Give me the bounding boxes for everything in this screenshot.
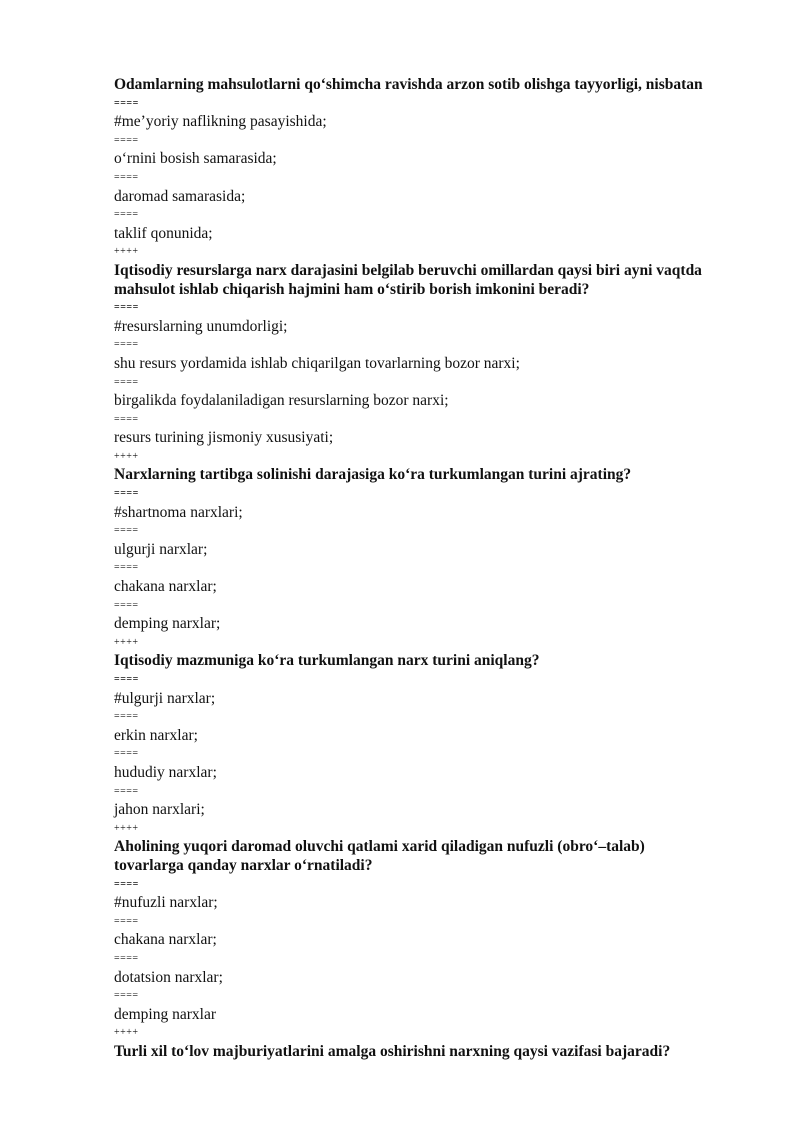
answer-option: jahon narxlari; — [114, 801, 205, 819]
correct-answer-option: #ulgurji narxlar; — [114, 689, 216, 707]
answer-option: chakana narxlar; — [114, 578, 217, 596]
correct-answer-option: #nufuzli narxlar; — [114, 894, 218, 912]
answer-option: demping narxlar; — [114, 615, 221, 633]
answer-option: resurs turining jismoniy xususiyati; — [114, 429, 334, 447]
option-separator: ==== — [114, 171, 139, 183]
question-text: Aholining yuqori daromad oluvchi qatlami xarid qiladigan nufuzli (obro‘–talab) tovarlarga qanday narxlar o‘rnatiladi? — [114, 838, 645, 874]
option-separator: ==== — [114, 134, 139, 146]
option-separator: ==== — [114, 599, 139, 611]
answer-option: o‘rnini bosish samarasida; — [114, 150, 277, 168]
option-separator: ==== — [114, 209, 139, 221]
document-content — [114, 76, 754, 1061]
answer-option: daromad samarasida; — [114, 187, 246, 205]
option-separator: ==== — [114, 376, 139, 388]
question-end-marker: ++++ — [114, 450, 139, 462]
option-separator: ==== — [114, 711, 139, 723]
question-separator: ==== — [114, 302, 139, 314]
option-separator: ==== — [114, 525, 139, 537]
option-separator: ==== — [114, 413, 139, 425]
question-text: Iqtisodiy resurslarga narx darajasini belgilab beruvchi omillardan qaysi biri ayni vaqtda mahsulot ishlab chiqarish hajmini ham o‘stirib borish imkonini beradi? — [114, 261, 702, 298]
question-text: Iqtisodiy mazmuniga ko‘ra turkumlangan narx turini aniqlang? — [114, 652, 540, 670]
question-end-marker: ++++ — [114, 246, 139, 258]
correct-answer-option: #resurslarning unumdorligi; — [114, 317, 288, 335]
answer-option: chakana narxlar; — [114, 931, 217, 949]
answer-option: hududiy narxlar; — [114, 763, 217, 781]
question-separator: ==== — [114, 674, 139, 685]
question-text: Turli xil to‘lov majburiyatlarini amalga oshirishni narxning qaysi vazifasi bajaradi? — [114, 1042, 671, 1060]
question-text: Narxlarning tartibga solinishi darajasiga ko‘ra turkumlangan turini ajrating? — [114, 466, 632, 484]
answer-option: dotatsion narxlar; — [114, 968, 223, 986]
answer-option: shu resurs yordamida ishlab chiqarilgan tovarlarning bozor narxi; — [114, 354, 520, 372]
option-separator: ==== — [114, 915, 139, 927]
answer-option: ulgurji narxlar; — [114, 540, 208, 558]
question-separator: ==== — [114, 878, 139, 890]
answer-option: erkin narxlar; — [114, 726, 198, 744]
question-end-marker: ++++ — [114, 1027, 139, 1039]
question-text: Odamlarning mahsulotlarni qo‘shimcha ravishda arzon sotib olishga tayyorligi, nisbatan — [114, 76, 703, 93]
question-end-marker: ++++ — [114, 822, 139, 834]
option-separator: ==== — [114, 339, 139, 351]
option-separator: ==== — [114, 562, 139, 574]
answer-option: taklif qonunida; — [114, 224, 213, 242]
question-separator: ==== — [114, 97, 139, 109]
correct-answer-option: #shartnoma narxlari; — [114, 503, 243, 521]
option-separator: ==== — [114, 952, 139, 964]
option-separator: ==== — [114, 990, 139, 1002]
question-separator: ==== — [114, 488, 139, 500]
option-separator: ==== — [114, 748, 139, 760]
answer-option: demping narxlar — [114, 1005, 217, 1023]
correct-answer-option: #me’yoriy naflikning pasayishida; — [114, 113, 327, 131]
answer-option: birgalikda foydalaniladigan resurslarning bozor narxi; — [114, 392, 449, 410]
option-separator: ==== — [114, 785, 139, 797]
question-end-marker: ++++ — [114, 636, 139, 648]
